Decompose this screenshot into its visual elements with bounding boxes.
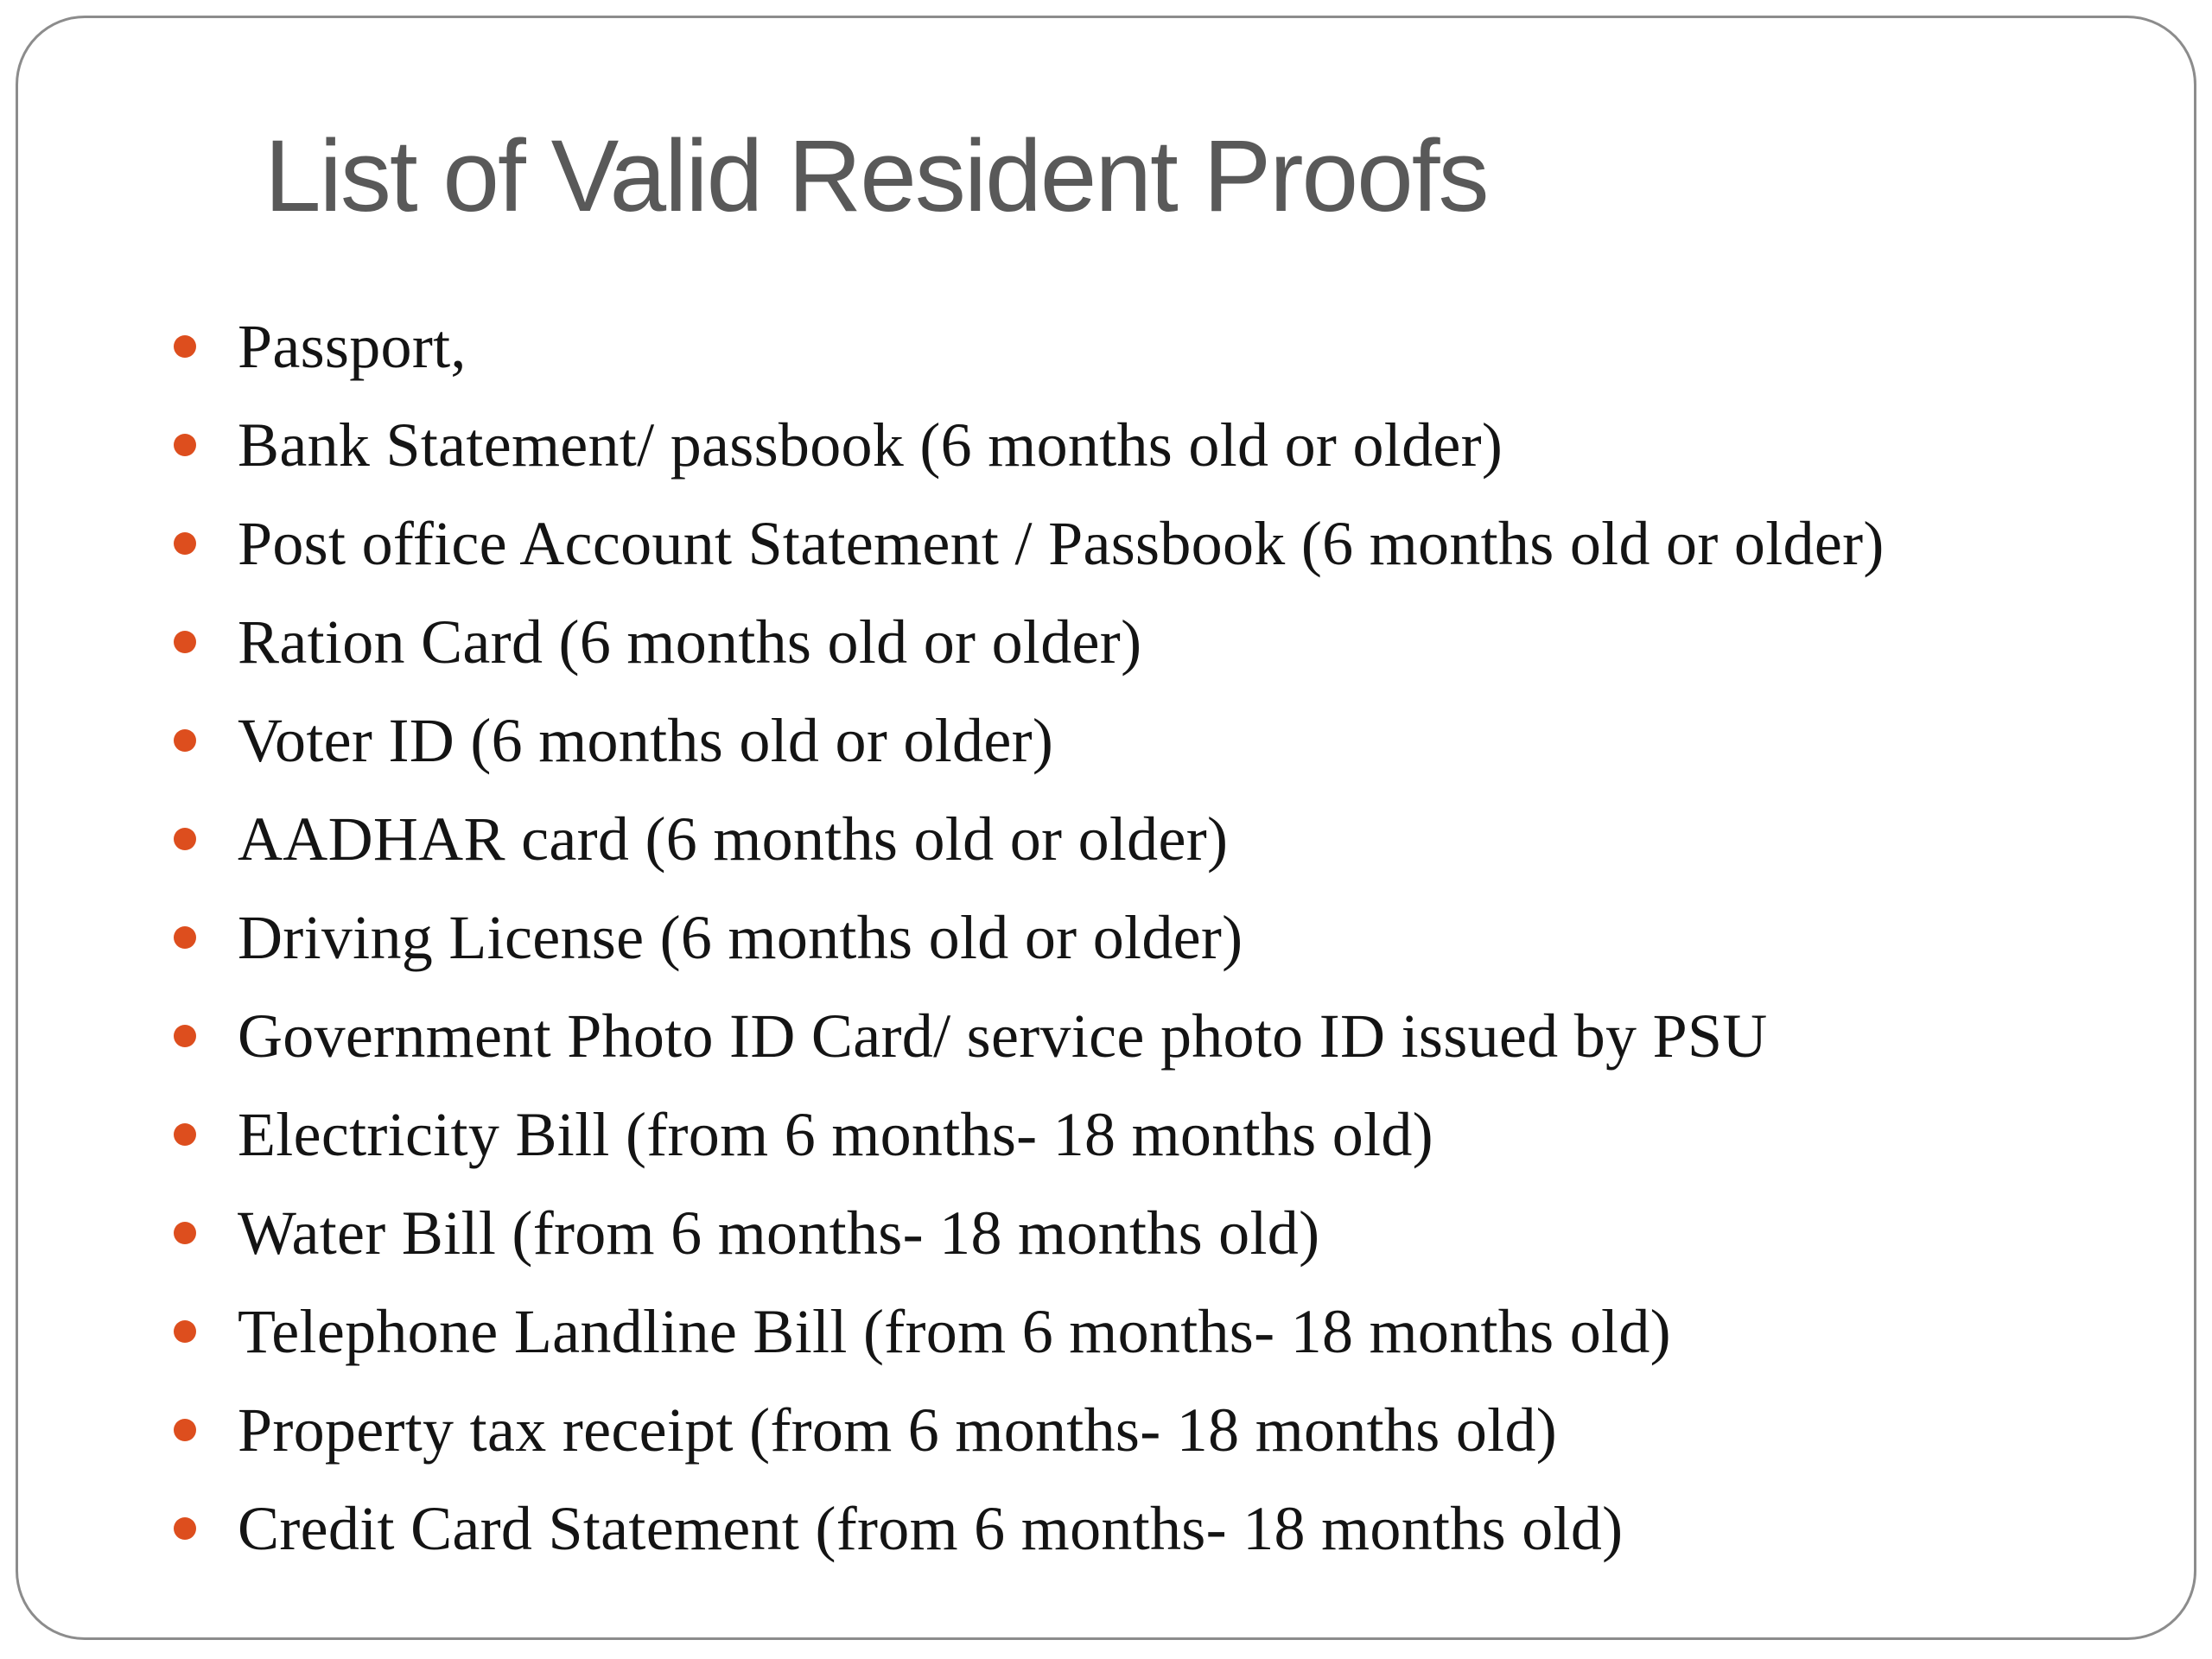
- list-item: [174, 987, 1885, 1085]
- bullet-dot-icon: [174, 1517, 196, 1540]
- list-item-text: Ration Card (6 months old or older): [238, 607, 1142, 677]
- bullet-dot-icon: [174, 828, 196, 850]
- bullet-dot-icon: [174, 631, 196, 653]
- bullet-dot-icon: [174, 434, 196, 456]
- bullet-dot-icon: [174, 926, 196, 949]
- list-item: [174, 593, 1885, 691]
- list-item: [174, 1381, 1885, 1479]
- list-item-text: Electricity Bill (from 6 months- 18 months old): [238, 1099, 1433, 1169]
- list-item-text: Telephone Landline Bill (from 6 months- 18 months old): [238, 1296, 1671, 1366]
- bullet-dot-icon: [174, 1419, 196, 1441]
- list-item: [174, 1282, 1885, 1381]
- list-item-text: Bank Statement/ passbook (6 months old or older): [238, 410, 1503, 480]
- bullet-list: [174, 297, 1885, 1578]
- slide-frame: [16, 16, 2196, 1640]
- bullet-dot-icon: [174, 1025, 196, 1047]
- list-item-text: Passport,: [238, 311, 467, 381]
- bullet-dot-icon: [174, 1123, 196, 1146]
- list-item: [174, 1479, 1885, 1578]
- bullet-dot-icon: [174, 729, 196, 752]
- list-item: [174, 790, 1885, 888]
- list-item-text: Driving License (6 months old or older): [238, 902, 1243, 972]
- list-item-text: Credit Card Statement (from 6 months- 18 months old): [238, 1493, 1624, 1563]
- list-item: [174, 1085, 1885, 1184]
- list-item-text: Voter ID (6 months old or older): [238, 705, 1054, 775]
- list-item-text: Government Photo ID Card/ service photo ID issued by PSU: [238, 1001, 1768, 1071]
- list-item: [174, 691, 1885, 790]
- list-item: [174, 297, 1885, 396]
- list-item: [174, 396, 1885, 494]
- list-item: [174, 888, 1885, 987]
- list-item: [174, 494, 1885, 593]
- list-item-text: Water Bill (from 6 months- 18 months old): [238, 1198, 1320, 1268]
- bullet-dot-icon: [174, 1320, 196, 1343]
- list-item: [174, 1184, 1885, 1282]
- list-item-text: Property tax receipt (from 6 months- 18 months old): [238, 1395, 1558, 1465]
- list-item-text: Post office Account Statement / Passbook (6 months old or older): [238, 508, 1885, 578]
- bullet-dot-icon: [174, 1222, 196, 1244]
- slide-title: List of Valid Resident Proofs: [264, 119, 1488, 233]
- bullet-dot-icon: [174, 335, 196, 358]
- list-item-text: AADHAR card (6 months old or older): [238, 804, 1229, 874]
- bullet-dot-icon: [174, 532, 196, 555]
